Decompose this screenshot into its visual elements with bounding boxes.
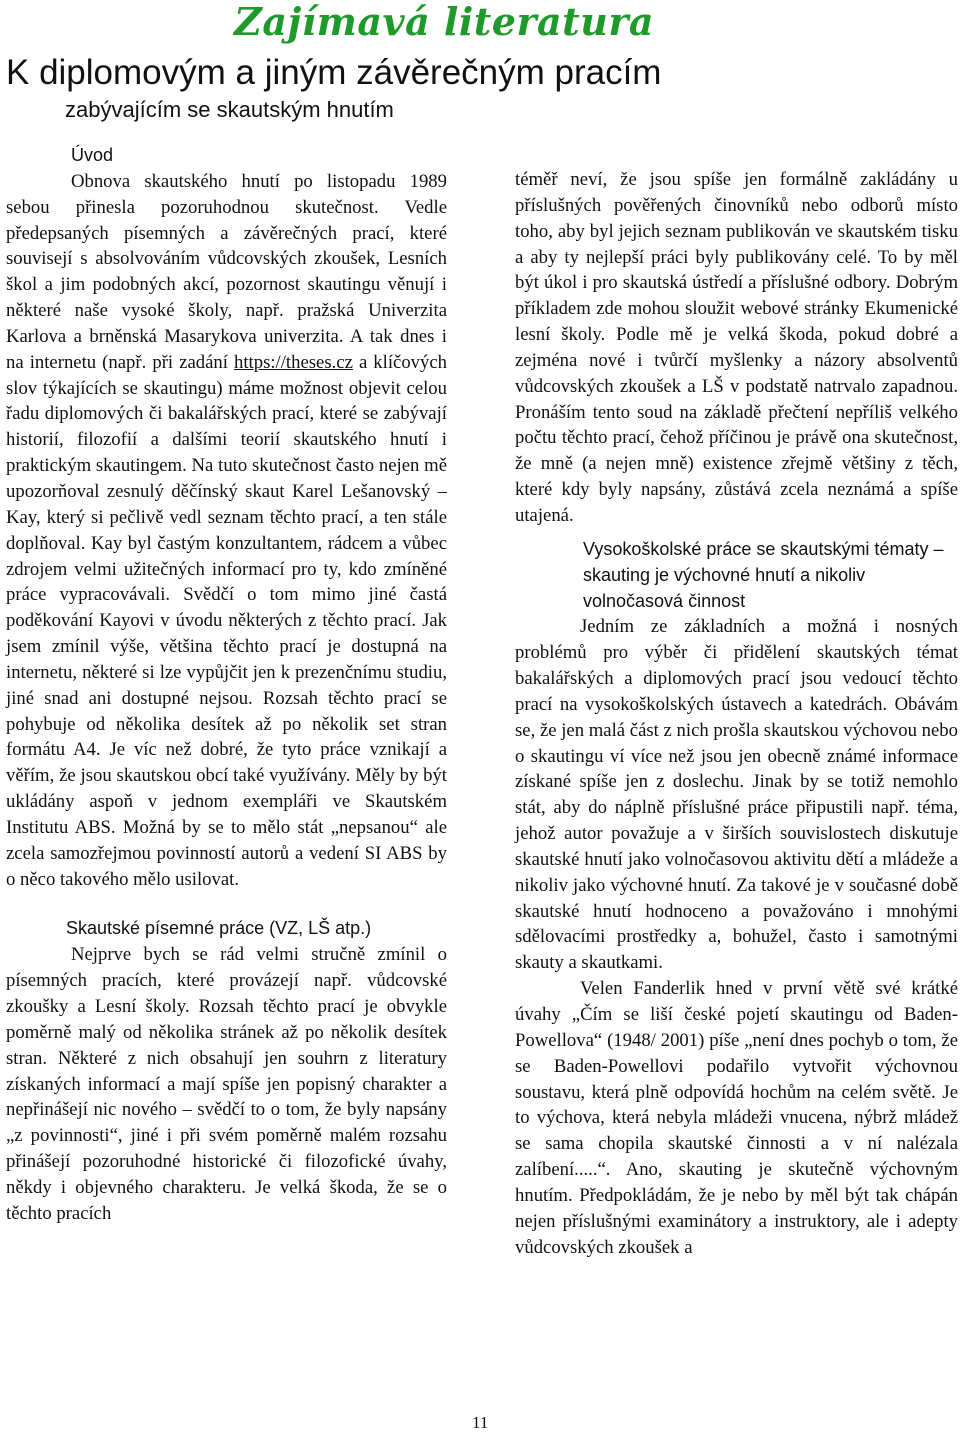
section-header: Zajímavá literatura	[234, 0, 654, 44]
theses-link[interactable]: https://theses.cz	[234, 351, 353, 373]
heading-university-works: Vysokoškolské práce se skautskými tématy – skauting je výchovné hnutí a nikoliv volnočasová činnost	[583, 538, 944, 611]
page-number: 11	[472, 1413, 489, 1432]
paragraph-continuation: téměř neví, že jsou spíše jen formálně zakládány u příslušných pověřených činovníků nebo odborů místo toho, aby byl jejich seznam publikován ve skautském tisku a aby ty nejlepší práci byly publikovány celé. To by měl být úkol i pro skautská ústředí a příslušné odbory. Dobrým příkladem zde mohou sloužit webové stránky Ekumenické lesní školy. Podle mě je velká škoda, pokud dobré a zejména nové i tvůrčí myšlenky a názory absolventů vůdcovských zkoušek a LŠ v podstatě natrvalo zapadnou. Pronáším tento soud na základě přečtení nepříliš velkého počtu těchto prací, čehož příčinou je právě ona skutečnost, že mně (a nejen mně) existence zřejmě většiny z těch, které kdy byly napsány, zůstává zcela neznámá a spíše utajená.	[515, 169, 958, 526]
article-subtitle: zabývajícím se skautským hnutím	[65, 97, 394, 122]
right-column	[515, 167, 958, 1260]
paragraph-fanderlik: Velen Fanderlik hned v první větě své krátké úvahy „Čím se liší české pojetí skautingu od Baden-Powellova“ (1948/ 2001) píše „není dnes pochyb o tom, že se Baden-Powellovi podařilo vytvořit výchovnou soustavu, která plně odpovídá hochům na celém světě. Je to výchova, která nebyla mládeži vnucena, nýbrž mládež se sama chopila skautské činnosti a v ní nalézala zalíbení.....“. Ano, skauting je skutečně výchovným hnutím. Předpokládám, že je nebo by měl být tak chápán nejen příslušnými examinátory a instruktory, ale i adepty vůdcovských zkoušek a	[515, 978, 958, 1258]
paragraph-intro-text-b: a klíčových slov týkajících se skautingu) máme možnost objevit celou řadu diplomových či bakalářských prací, které se zabývají historií, filozofií a dalšími teorií skautského hnutí i praktickým skautingem. Na tuto skutečnost často nejen mě upozorňoval zesnulý děčínský skaut Karel Lešanovský – Kay, který si pečlivě vedl seznam těchto prací, a ten stále doplňoval. Kay byl častým konzultantem, rádcem a vůbec zdrojem velmi užitečných informací pro ty, kdo zmíněné práce vypracovávali. Svědčí o tom mimo jiné častá poděkování Kayovi v úvodu některých z těchto prací. Jak jsem zmínil výše, většina těchto prací je dostupná na internetu, některé si lze vypůjčit jen k prezenčnímu studiu, jiné snad ani dostupné nejsou. Rozsah těchto prací se pohybuje od několika desítek až po několik set stran formátu A4. Je víc než dobré, že tyto práce vznikají a věřím, že jsou skautskou obcí také využívány. Měly by být ukládány aspoň v jednom exempláři ve Skautském Institutu ABS. Možná by se to mělo stát „nepsanou“ ale zcela samozřejmou povinností autorů a vedení SI ABS by o něco takového mělo usilovat.	[6, 351, 447, 890]
paragraph-university-works: Jedním ze základních a možná i nosných problémů pro výběr či přidělení skautských témat bakalářských a diplomových prací jsou vedoucí těchto prací na vysokoškolských ústavech a katedrách. Obávám se, že jen malá část z nich prošla skautskou výchovou nebo o skautingu ví více než jsou jen obecně známé informace získané spíše jen z doslechu. Jinak by se totiž nemohlo stát, aby do náplně příslušné práce připustili např. téma, jehož autor považuje a v širších souvislostech diskutuje skautské hnutí jako volnočasovou aktivitu dětí a mládeže a nikoliv jako výchovné hnutí. Za takové je v současné době skautské hnutí hodnoceno a považováno i mnohými sdělovacími prostředky a, bohužel, často i samotnými skauty a skautkami.	[515, 616, 958, 974]
paragraph-intro	[6, 169, 447, 893]
paragraph-written-works: Nejprve bych se rád velmi stručně zmínil o písemných pracích, které provázejí např. vůdcovské zkoušky a Lesní školy. Rozsah těchto prací je obvykle poměrně malý od několika stránek až po několik desítek stran. Některé z nich obsahují jen souhrn z literatury získaných informací a mají spíše jen popisný charakter a nepřinášejí nic nového – svědčí to o tom, že byly napsány „z povinnosti“, jiné i při svém poměrně malém rozsahu přinášejí pozoruhodné historické či filozofické úvahy, někdy i objevného charakteru. Je velká škoda, že se o těchto pracích	[6, 944, 447, 1224]
paragraph-intro-text-a: Obnova skautského hnutí po listopadu 1989 sebou přinesla pozoruhodnou skutečnost. Vedle předepsaných písemných a závěrečných prací, které souvisejí s absolvováním vůdcovských zkoušek, Lesních škol a jim podobných akcí, pozornost skautingu věnují i některé naše vysoké školy, např. pražská Univerzita Karlova a brněnská Masarykova univerzita. A tak dnes i na internetu (např. při zadání	[6, 170, 447, 373]
heading-intro: Úvod	[71, 145, 114, 165]
article-title: K diplomovým a jiným závěrečným pracím	[6, 53, 662, 92]
left-column	[6, 143, 447, 1227]
heading-written-works: Skautské písemné práce (VZ, LŠ atp.)	[66, 918, 372, 939]
